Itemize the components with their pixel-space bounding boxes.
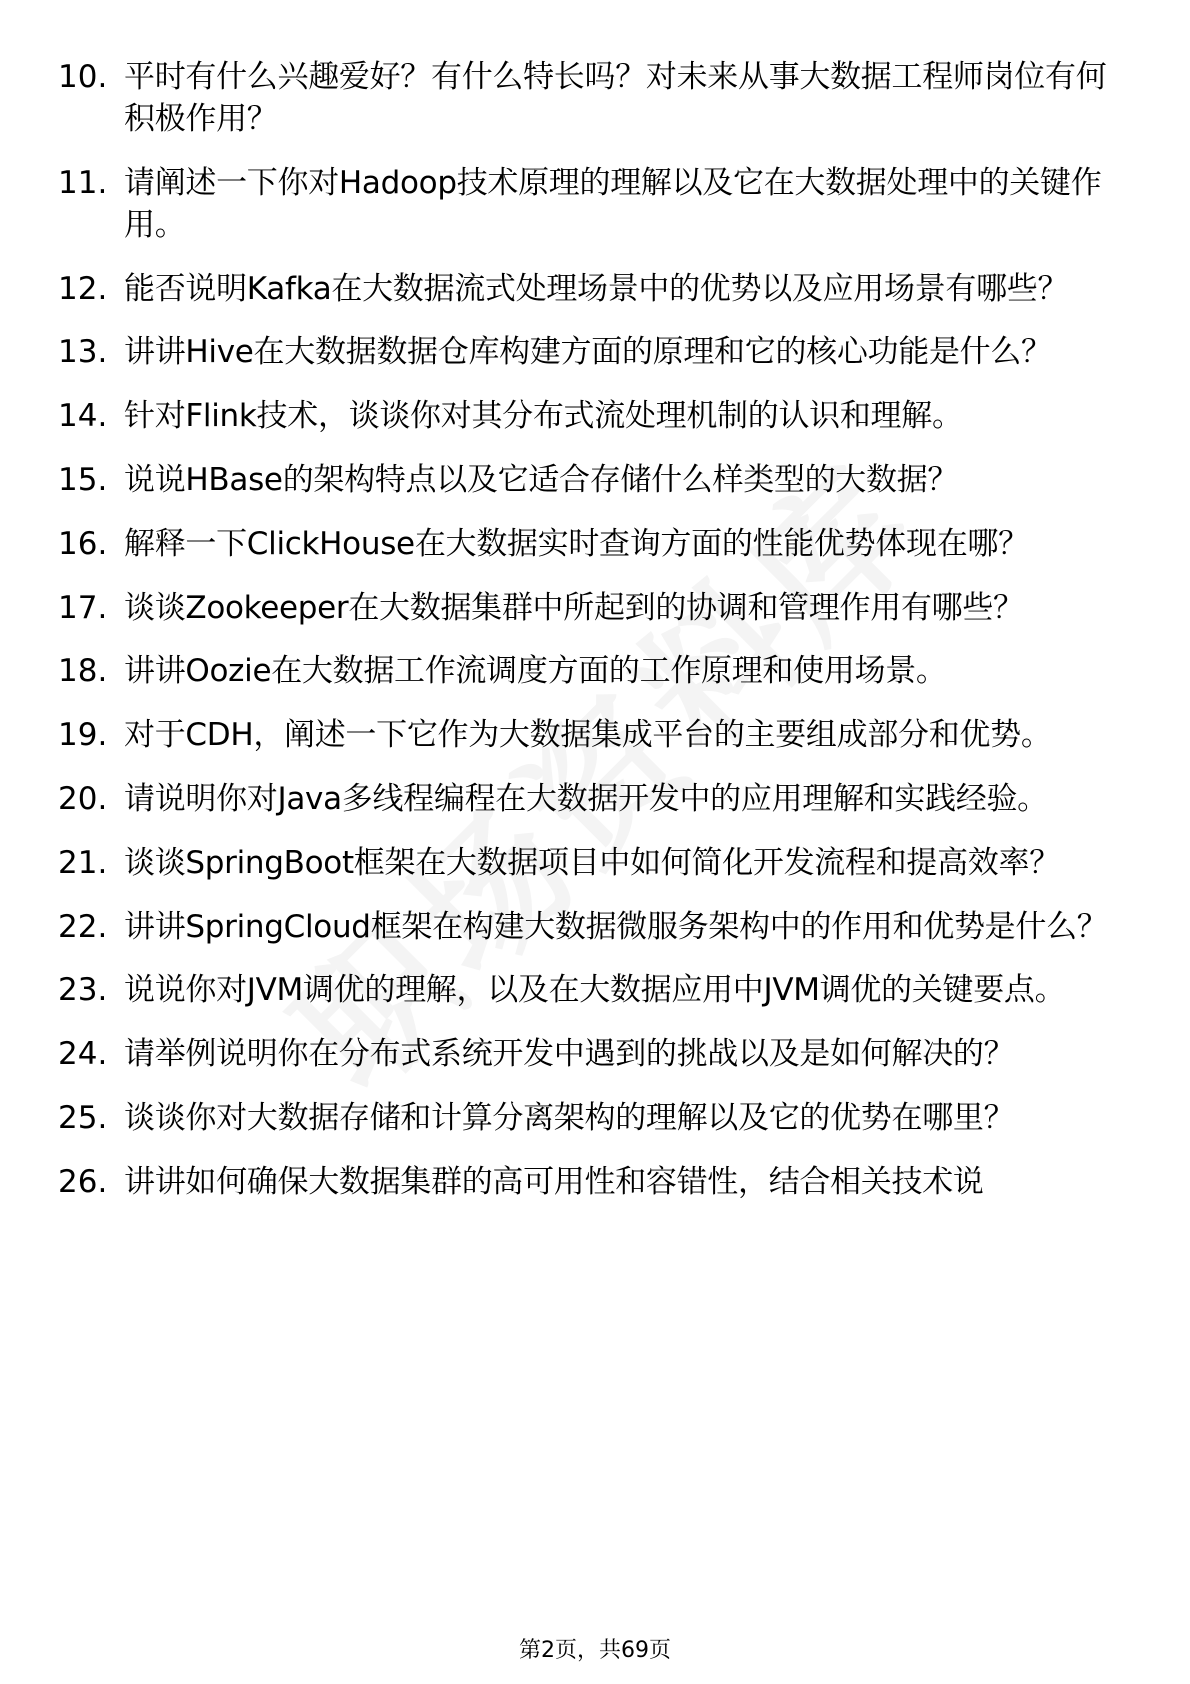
- question-number: 23.: [58, 972, 108, 1009]
- question-number: 14.: [58, 398, 108, 435]
- question-number: 17.: [58, 589, 108, 626]
- question-number: 25.: [58, 1099, 108, 1136]
- question-text: 谈谈Zookeeper在大数据集群中所起到的协调和管理作用有哪些？: [124, 589, 1024, 626]
- question-text: 谈谈你对大数据存储和计算分离架构的理解以及它的优势在哪里？: [124, 1099, 1015, 1136]
- question-number: 24.: [58, 1036, 108, 1073]
- question-number: 11.: [58, 164, 108, 201]
- question-text: 讲讲Oozie在大数据工作流调度方面的工作原理和使用场景。: [124, 653, 947, 690]
- question-text: 针对Flink技术，谈谈你对其分布式流处理机制的认识和理解。: [124, 398, 963, 435]
- question-list: [58, 56, 1130, 1225]
- question-number: 20.: [58, 780, 108, 817]
- question-text: 对于CDH，阐述一下它作为大数据集成平台的主要组成部分和优势。: [124, 717, 1052, 754]
- question-item-13: [58, 331, 1130, 373]
- question-item-23: [58, 969, 1130, 1011]
- question-item-26: [58, 1161, 1130, 1203]
- question-number: 13.: [58, 334, 108, 371]
- question-number: 16.: [58, 525, 108, 562]
- question-text: 说说HBase的架构特点以及它适合存储什么样类型的大数据？: [124, 461, 959, 498]
- question-item-21: [58, 842, 1130, 884]
- question-item-16: [58, 523, 1130, 565]
- question-item-14: [58, 395, 1130, 437]
- question-item-17: [58, 587, 1130, 629]
- question-number: 15.: [58, 461, 108, 498]
- question-number: 19.: [58, 717, 108, 754]
- question-item-11: [58, 162, 1130, 246]
- question-item-22: [58, 906, 1130, 948]
- question-item-18: [58, 650, 1130, 692]
- question-item-19: [58, 714, 1130, 756]
- page-footer: 第2页，共69页: [519, 1638, 671, 1663]
- question-item-15: [58, 459, 1130, 501]
- question-text: 说说你对JVM调优的理解，以及在大数据应用中JVM调优的关键要点。: [124, 972, 1066, 1009]
- question-text: 讲讲Hive在大数据数据仓库构建方面的原理和它的核心功能是什么？: [124, 334, 1052, 371]
- question-item-25: [58, 1097, 1130, 1139]
- question-text: 讲讲如何确保大数据集群的高可用性和容错性，结合相关技术说: [124, 1163, 984, 1200]
- question-number: 26.: [58, 1163, 108, 1200]
- question-text: 解释一下ClickHouse在大数据实时查询方面的性能优势体现在哪？: [124, 525, 1029, 562]
- question-number: 12.: [58, 270, 108, 307]
- question-text: 请阐述一下你对Hadoop技术原理的理解以及它在大数据处理中的关键作用。: [124, 164, 1102, 243]
- question-item-20: [58, 778, 1130, 820]
- question-number: 18.: [58, 653, 108, 690]
- question-item-12: [58, 268, 1130, 310]
- question-item-24: [58, 1033, 1130, 1075]
- question-item-10: [58, 56, 1130, 140]
- question-number: 10.: [58, 59, 108, 95]
- question-number: 21.: [58, 844, 108, 881]
- question-text: 谈谈SpringBoot框架在大数据项目中如何简化开发流程和提高效率？: [124, 844, 1060, 881]
- question-text: 请举例说明你在分布式系统开发中遇到的挑战以及是如何解决的？: [124, 1036, 1015, 1073]
- question-text: 能否说明Kafka在大数据流式处理场景中的优势以及应用场景有哪些？: [124, 270, 1069, 307]
- question-text: 讲讲SpringCloud框架在构建大数据微服务架构中的作用和优势是什么？: [124, 908, 1108, 945]
- question-text: 请说明你对Java多线程编程在大数据开发中的应用理解和实践经验。: [124, 780, 1048, 817]
- question-text: 平时有什么兴趣爱好？有什么特长吗？对未来从事大数据工程师岗位有何积极作用？: [124, 59, 1107, 137]
- question-number: 22.: [58, 908, 108, 945]
